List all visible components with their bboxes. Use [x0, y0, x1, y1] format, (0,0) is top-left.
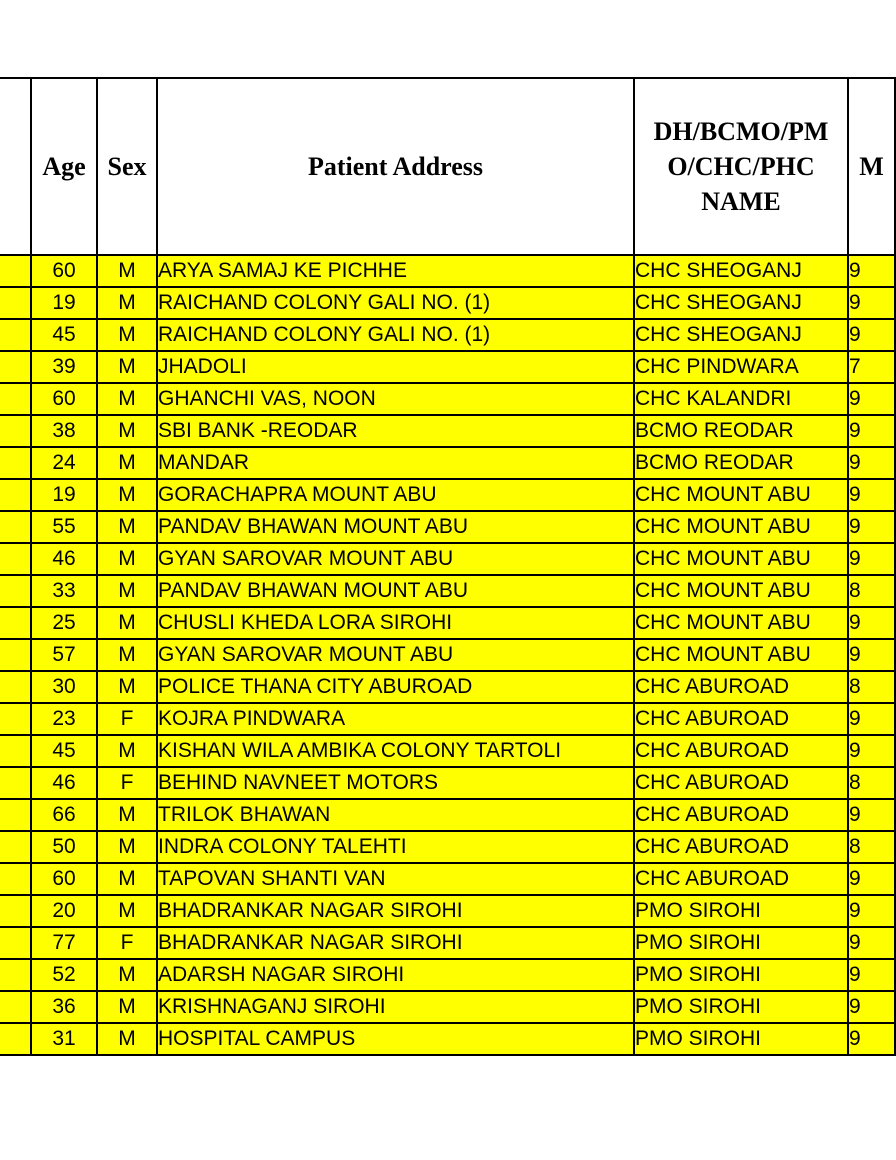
prev-column-cell [0, 671, 31, 703]
address-header: Patient Address [157, 78, 634, 255]
mobile-cell: 9 [848, 959, 895, 991]
age-cell: 66 [31, 799, 97, 831]
sex-cell: M [97, 639, 157, 671]
age-cell: 45 [31, 319, 97, 351]
address-cell: KOJRA PINDWARA [157, 703, 634, 735]
address-cell: ADARSH NAGAR SIROHI [157, 959, 634, 991]
prev-column-cell [0, 831, 31, 863]
mobile-cell: 9 [848, 415, 895, 447]
age-cell: 77 [31, 927, 97, 959]
address-cell: JHADOLI [157, 351, 634, 383]
sex-cell: M [97, 319, 157, 351]
prev-column-cell [0, 735, 31, 767]
age-header: Age [31, 78, 97, 255]
age-cell: 60 [31, 863, 97, 895]
facility-cell: CHC ABUROAD [634, 831, 848, 863]
age-cell: 45 [31, 735, 97, 767]
sex-cell: M [97, 671, 157, 703]
table-row [0, 767, 895, 799]
age-cell: 19 [31, 479, 97, 511]
sex-cell: M [97, 415, 157, 447]
facility-cell: CHC MOUNT ABU [634, 575, 848, 607]
table-row [0, 575, 895, 607]
prev-column-cell [0, 415, 31, 447]
table-row [0, 831, 895, 863]
mobile-cell: 9 [848, 895, 895, 927]
age-cell: 24 [31, 447, 97, 479]
facility-cell: CHC ABUROAD [634, 671, 848, 703]
sex-cell: M [97, 287, 157, 319]
mobile-cell: 9 [848, 1023, 895, 1055]
sex-cell: M [97, 991, 157, 1023]
age-cell: 46 [31, 767, 97, 799]
address-cell: SBI BANK -REODAR [157, 415, 634, 447]
age-cell: 60 [31, 383, 97, 415]
mobile-cell: 9 [848, 383, 895, 415]
sex-cell: M [97, 959, 157, 991]
sex-cell: M [97, 863, 157, 895]
sex-cell: M [97, 607, 157, 639]
facility-header-line2: O/CHC/PHC [667, 152, 815, 181]
table-row [0, 479, 895, 511]
table-row [0, 511, 895, 543]
age-cell: 36 [31, 991, 97, 1023]
age-cell: 52 [31, 959, 97, 991]
address-cell: TAPOVAN SHANTI VAN [157, 863, 634, 895]
mobile-cell: 9 [848, 607, 895, 639]
sex-cell: M [97, 511, 157, 543]
spreadsheet-view [0, 77, 884, 1056]
table-row [0, 287, 895, 319]
table-row [0, 671, 895, 703]
age-cell: 30 [31, 671, 97, 703]
address-cell: GYAN SAROVAR MOUNT ABU [157, 639, 634, 671]
age-cell: 38 [31, 415, 97, 447]
mobile-cell: 8 [848, 831, 895, 863]
address-cell: HOSPITAL CAMPUS [157, 1023, 634, 1055]
prev-column-cell [0, 639, 31, 671]
facility-cell: CHC ABUROAD [634, 799, 848, 831]
table-row [0, 991, 895, 1023]
facility-cell: PMO SIROHI [634, 895, 848, 927]
table-row [0, 1023, 895, 1055]
sex-cell: M [97, 543, 157, 575]
facility-cell: CHC ABUROAD [634, 767, 848, 799]
facility-cell: PMO SIROHI [634, 927, 848, 959]
prev-column-cell [0, 511, 31, 543]
address-cell: BHADRANKAR NAGAR SIROHI [157, 895, 634, 927]
prev-column-cell [0, 799, 31, 831]
prev-column-cell [0, 255, 31, 287]
sex-cell: M [97, 799, 157, 831]
prev-column-cell [0, 543, 31, 575]
sex-cell: F [97, 767, 157, 799]
age-cell: 20 [31, 895, 97, 927]
facility-cell: CHC ABUROAD [634, 863, 848, 895]
address-cell: TRILOK BHAWAN [157, 799, 634, 831]
table-row [0, 447, 895, 479]
sex-cell: M [97, 479, 157, 511]
address-cell: RAICHAND COLONY GALI NO. (1) [157, 319, 634, 351]
sex-cell: M [97, 447, 157, 479]
mobile-cell: 8 [848, 767, 895, 799]
sex-cell: M [97, 735, 157, 767]
table-row [0, 639, 895, 671]
mobile-cell: 9 [848, 543, 895, 575]
sex-cell: M [97, 351, 157, 383]
facility-cell: PMO SIROHI [634, 1023, 848, 1055]
facility-cell: CHC MOUNT ABU [634, 511, 848, 543]
table-row [0, 799, 895, 831]
sex-cell: F [97, 927, 157, 959]
mobile-cell: 9 [848, 479, 895, 511]
address-cell: KRISHNAGANJ SIROHI [157, 991, 634, 1023]
prev-column-cell [0, 287, 31, 319]
prev-column-cell [0, 383, 31, 415]
age-cell: 39 [31, 351, 97, 383]
address-cell: GYAN SAROVAR MOUNT ABU [157, 543, 634, 575]
facility-cell: CHC MOUNT ABU [634, 543, 848, 575]
facility-cell: CHC KALANDRI [634, 383, 848, 415]
mobile-cell: 9 [848, 287, 895, 319]
mobile-cell: 9 [848, 639, 895, 671]
patient-table [0, 77, 896, 1056]
address-cell: GHANCHI VAS, NOON [157, 383, 634, 415]
address-cell: BHADRANKAR NAGAR SIROHI [157, 927, 634, 959]
prev-column-cell [0, 479, 31, 511]
address-cell: PANDAV BHAWAN MOUNT ABU [157, 511, 634, 543]
table-row [0, 735, 895, 767]
facility-cell: CHC SHEOGANJ [634, 255, 848, 287]
mobile-cell: 9 [848, 255, 895, 287]
age-cell: 19 [31, 287, 97, 319]
prev-column-cell [0, 1023, 31, 1055]
prev-column-cell [0, 703, 31, 735]
facility-cell: CHC PINDWARA [634, 351, 848, 383]
table-row [0, 959, 895, 991]
age-cell: 31 [31, 1023, 97, 1055]
table-row [0, 415, 895, 447]
sex-cell: M [97, 831, 157, 863]
sex-cell: M [97, 575, 157, 607]
prev-column-cell [0, 927, 31, 959]
mobile-cell: 9 [848, 703, 895, 735]
facility-cell: PMO SIROHI [634, 959, 848, 991]
prev-column-cell [0, 895, 31, 927]
facility-header [634, 78, 848, 255]
address-cell: GORACHAPRA MOUNT ABU [157, 479, 634, 511]
address-cell: ARYA SAMAJ KE PICHHE [157, 255, 634, 287]
address-cell: INDRA COLONY TALEHTI [157, 831, 634, 863]
age-cell: 23 [31, 703, 97, 735]
mobile-cell: 9 [848, 799, 895, 831]
address-cell: RAICHAND COLONY GALI NO. (1) [157, 287, 634, 319]
sex-cell: M [97, 895, 157, 927]
mobile-cell: 9 [848, 319, 895, 351]
facility-cell: PMO SIROHI [634, 991, 848, 1023]
sex-cell: M [97, 383, 157, 415]
sex-cell: M [97, 255, 157, 287]
age-cell: 60 [31, 255, 97, 287]
table-body [0, 255, 895, 1055]
prev-column-cell [0, 959, 31, 991]
prev-column-cell [0, 351, 31, 383]
prev-column-cell [0, 991, 31, 1023]
prev-column-cell [0, 447, 31, 479]
mobile-cell: 8 [848, 575, 895, 607]
prev-column-cell [0, 607, 31, 639]
facility-cell: CHC ABUROAD [634, 735, 848, 767]
table-row [0, 319, 895, 351]
table-row [0, 255, 895, 287]
mobile-header: M [848, 78, 895, 255]
header-row [0, 78, 895, 255]
table-row [0, 703, 895, 735]
sex-cell: M [97, 1023, 157, 1055]
sex-cell: F [97, 703, 157, 735]
facility-header-line1: DH/BCMO/PM [653, 117, 829, 146]
facility-cell: CHC MOUNT ABU [634, 607, 848, 639]
age-cell: 46 [31, 543, 97, 575]
address-cell: KISHAN WILA AMBIKA COLONY TARTOLI [157, 735, 634, 767]
mobile-cell: 8 [848, 671, 895, 703]
age-cell: 57 [31, 639, 97, 671]
facility-cell: CHC ABUROAD [634, 703, 848, 735]
address-cell: BEHIND NAVNEET MOTORS [157, 767, 634, 799]
age-cell: 25 [31, 607, 97, 639]
mobile-cell: 7 [848, 351, 895, 383]
table-row [0, 351, 895, 383]
facility-cell: CHC MOUNT ABU [634, 639, 848, 671]
prev-column-cell [0, 863, 31, 895]
mobile-cell: 9 [848, 863, 895, 895]
facility-cell: CHC SHEOGANJ [634, 319, 848, 351]
sex-header: Sex [97, 78, 157, 255]
address-cell: PANDAV BHAWAN MOUNT ABU [157, 575, 634, 607]
mobile-cell: 9 [848, 927, 895, 959]
prev-column-cell [0, 767, 31, 799]
mobile-cell: 9 [848, 735, 895, 767]
prev-column-cell [0, 319, 31, 351]
age-cell: 50 [31, 831, 97, 863]
facility-cell: BCMO REODAR [634, 447, 848, 479]
address-cell: POLICE THANA CITY ABUROAD [157, 671, 634, 703]
address-cell: MANDAR [157, 447, 634, 479]
table-row [0, 607, 895, 639]
age-cell: 33 [31, 575, 97, 607]
address-cell: CHUSLI KHEDA LORA SIROHI [157, 607, 634, 639]
mobile-cell: 9 [848, 991, 895, 1023]
facility-cell: CHC SHEOGANJ [634, 287, 848, 319]
prev-column-cell [0, 575, 31, 607]
mobile-cell: 9 [848, 447, 895, 479]
facility-cell: BCMO REODAR [634, 415, 848, 447]
table-row [0, 895, 895, 927]
table-row [0, 383, 895, 415]
table-row [0, 927, 895, 959]
facility-header-line3: NAME [701, 187, 781, 216]
age-cell: 55 [31, 511, 97, 543]
table-row [0, 863, 895, 895]
mobile-cell: 9 [848, 511, 895, 543]
facility-cell: CHC MOUNT ABU [634, 479, 848, 511]
prev-column-header [0, 78, 31, 255]
table-row [0, 543, 895, 575]
